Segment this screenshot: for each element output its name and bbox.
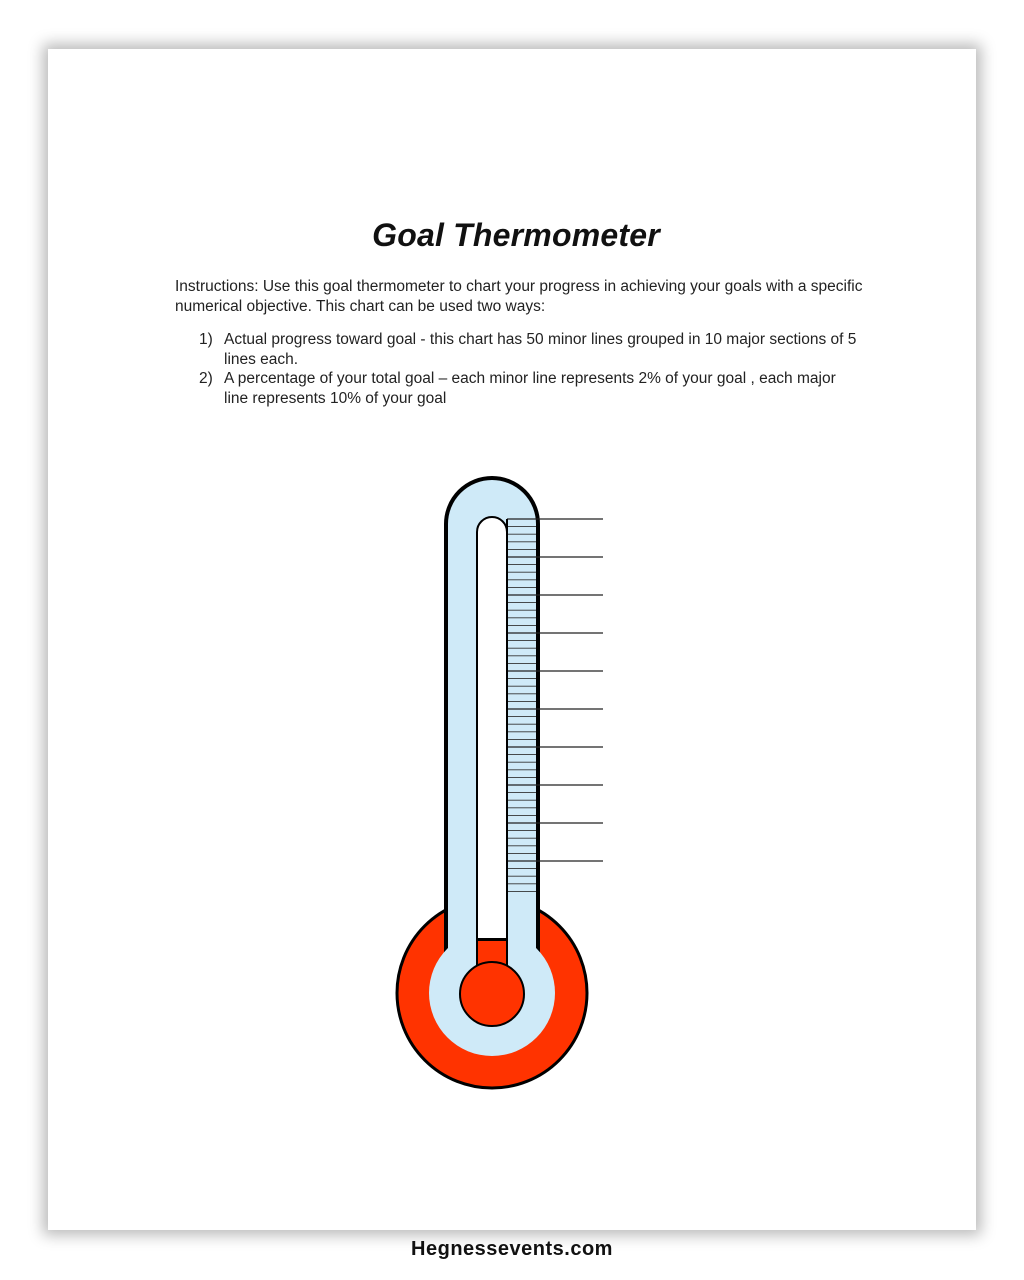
- step-number: 1): [199, 331, 213, 348]
- step-number: 2): [199, 370, 213, 387]
- goal-thermometer: [378, 469, 618, 1109]
- list-item: [199, 330, 859, 369]
- document-page: [48, 49, 976, 1230]
- instructions-text: Instructions: Use this goal thermometer to chart your progress in achieving your goals with a specific numerical objective. This chart can be used two ways:: [175, 278, 863, 315]
- site-watermark: Hegnessevents.com: [411, 1238, 613, 1260]
- thermometer-bore: [477, 517, 507, 939]
- step-text: Actual progress toward goal - this chart has 50 minor lines grouped in 10 major sections of 5 lines each.: [224, 331, 857, 368]
- step-text: A percentage of your total goal – each minor line represents 2% of your goal , each major line represents 10% of your goal: [224, 370, 836, 407]
- instruction-steps: [199, 330, 859, 408]
- thermometer-inner-ball: [460, 962, 524, 1026]
- list-item: [199, 369, 859, 408]
- page-title: Goal Thermometer: [372, 217, 660, 253]
